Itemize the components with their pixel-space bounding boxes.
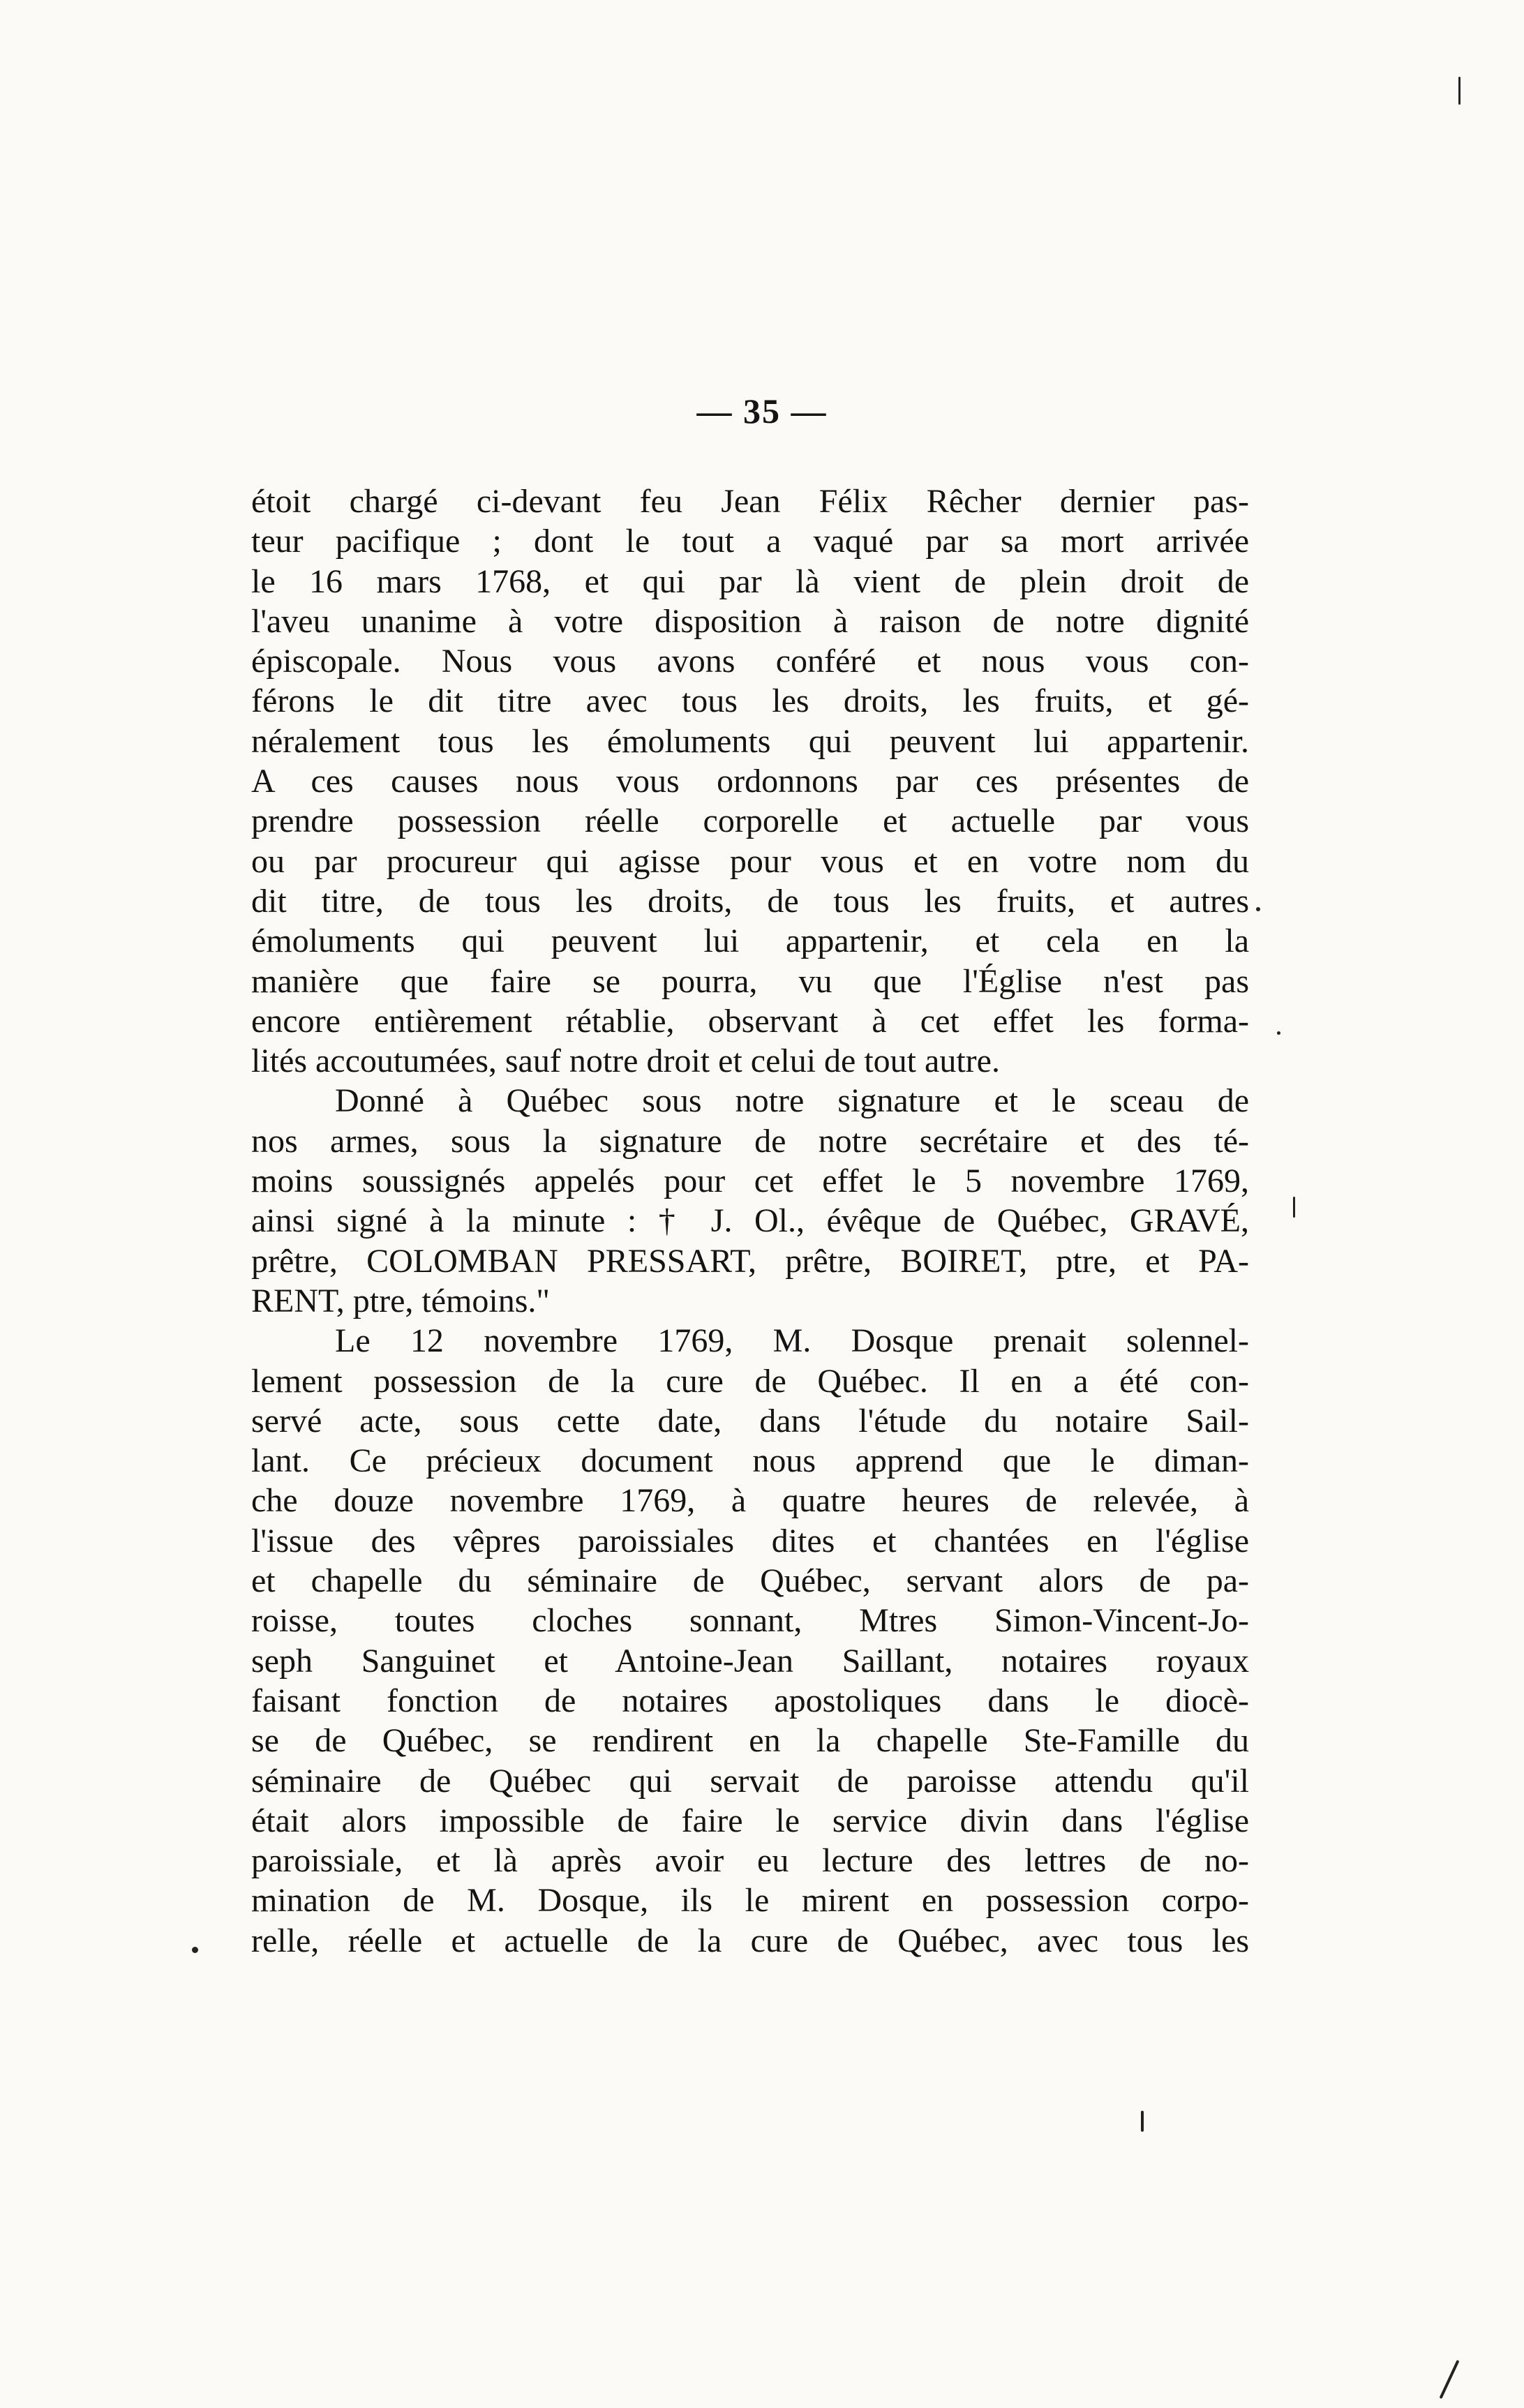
text-line: émoluments qui peuvent lui appartenir, et cela en la <box>251 922 1249 960</box>
text-line: RENT, ptre, témoins." <box>251 1282 550 1319</box>
text-line: Donné à Québec sous notre signature et le sceau de <box>335 1082 1249 1120</box>
text-line: lant. Ce précieux document nous apprend que le diman- <box>251 1442 1249 1480</box>
scan-speck <box>1440 2360 1460 2399</box>
text-line: seph Sanguinet et Antoine-Jean Saillant, notaires royaux <box>251 1642 1249 1680</box>
scan-speck <box>1256 907 1260 911</box>
text-line: prendre possession réelle corporelle et actuelle par vous <box>251 802 1249 840</box>
text-line: lités accoutumées, sauf notre droit et celui de tout autre. <box>251 1042 1000 1080</box>
text-line: était alors impossible de faire le service divin dans l'église <box>251 1802 1249 1839</box>
text-line: prêtre, COLOMBAN PRESSART, prêtre, BOIRET, ptre, et PA- <box>251 1242 1249 1280</box>
page-number: — 35 — <box>696 391 828 431</box>
text-line: ou par procureur qui agisse pour vous et en votre nom du <box>251 842 1249 880</box>
text-line: dit titre, de tous les droits, de tous les fruits, et autres <box>251 882 1249 920</box>
text-line: che douze novembre 1769, à quatre heures de relevée, à <box>251 1482 1249 1520</box>
text-line: nos armes, sous la signature de notre secrétaire et des té- <box>251 1122 1249 1160</box>
text-line: manière que faire se pourra, vu que l'Église n'est pas <box>251 962 1249 1000</box>
text-line: néralement tous les émoluments qui peuvent lui appartenir. <box>251 722 1249 760</box>
text-line: Le 12 novembre 1769, M. Dosque prenait solennel- <box>335 1322 1249 1360</box>
text-line: faisant fonction de notaires apostoliques dans le diocè- <box>251 1682 1249 1719</box>
text-line: férons le dit titre avec tous les droits, les fruits, et gé- <box>251 682 1249 720</box>
scan-speck <box>1458 77 1460 105</box>
text-line: encore entièrement rétablie, observant à cet effet les forma- <box>251 1002 1249 1040</box>
text-line: se de Québec, se rendirent en la chapelle Ste-Famille du <box>251 1722 1249 1760</box>
scan-speck <box>1277 1031 1280 1035</box>
text-line: mination de M. Dosque, ils le mirent en possession corpo- <box>251 1882 1249 1920</box>
text-line: roisse, toutes cloches sonnant, Mtres Simon-Vincent-Jo- <box>251 1602 1249 1640</box>
text-line: l'aveu unanime à votre disposition à raison de notre dignité <box>251 602 1249 640</box>
scan-speck <box>1141 2111 1144 2132</box>
text-line: relle, réelle et actuelle de la cure de Québec, avec tous les <box>251 1922 1249 1959</box>
text-line: paroissiale, et là après avoir eu lecture des lettres de no- <box>251 1842 1249 1880</box>
text-line: lement possession de la cure de Québec. Il en a été con- <box>251 1362 1249 1400</box>
text-line: ainsi signé à la minute : † J. Ol., évêque de Québec, GRAVÉ, <box>251 1202 1249 1240</box>
text-line: étoit chargé ci-devant feu Jean Félix Rêcher dernier pas- <box>251 483 1249 520</box>
scan-speck <box>1293 1197 1295 1218</box>
body-text <box>251 481 1249 1961</box>
text-line: et chapelle du séminaire de Québec, servant alors de pa- <box>251 1562 1249 1600</box>
text-line: moins soussignés appelés pour cet effet le 5 novembre 1769, <box>251 1162 1249 1200</box>
text-line: l'issue des vêpres paroissiales dites et chantées en l'église <box>251 1522 1249 1560</box>
text-line: séminaire de Québec qui servait de paroisse attendu qu'il <box>251 1762 1249 1800</box>
scan-speck <box>192 1947 198 1953</box>
text-line: servé acte, sous cette date, dans l'étude du notaire Sail- <box>251 1402 1249 1439</box>
text-line: A ces causes nous vous ordonnons par ces présentes de <box>251 763 1249 800</box>
text-line: teur pacifique ; dont le tout a vaqué par sa mort arrivée <box>251 523 1249 560</box>
text-line: épiscopale. Nous vous avons conféré et nous vous con- <box>251 643 1249 680</box>
text-line: le 16 mars 1768, et qui par là vient de plein droit de <box>251 562 1249 600</box>
